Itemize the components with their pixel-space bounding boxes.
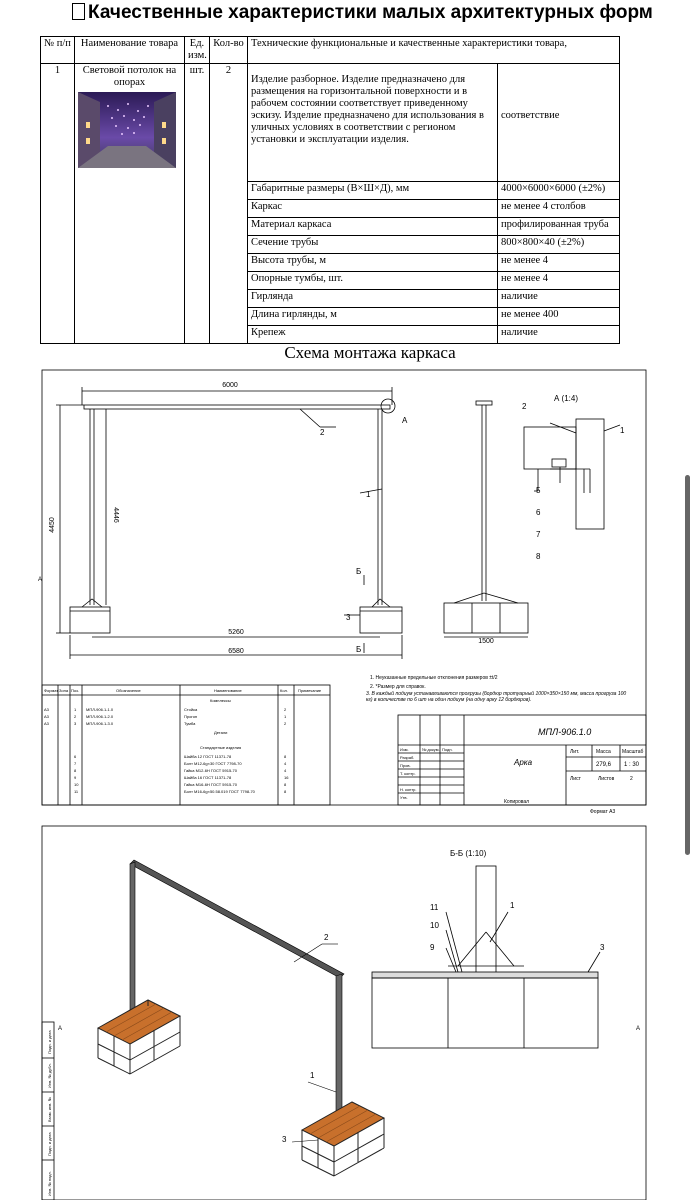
callout-b: Б	[356, 567, 362, 576]
stamp-check: Пров.	[400, 763, 411, 768]
callout-7: 7	[536, 530, 541, 539]
bom-head-name: Наименование	[214, 688, 242, 693]
table-row	[41, 64, 620, 182]
bom-cell: 8	[284, 782, 287, 787]
note-1: 1. Неуказанные предельные отклонения размеров ±t/2	[370, 675, 498, 681]
bom-section-3: Стандартные изделия	[200, 745, 242, 750]
cell-num: 1	[41, 64, 75, 344]
bom-cell: Стойка	[184, 707, 198, 712]
callout-1: 1	[510, 901, 515, 910]
section-label: Б-Б (1:10)	[450, 849, 487, 858]
iso-beam	[130, 860, 344, 978]
char-name: Гирлянда	[248, 290, 498, 308]
section-base	[372, 978, 598, 1048]
stamp-dev: Разраб.	[400, 755, 415, 760]
bom-cell: Тумба	[184, 721, 196, 726]
bom-cell: 11	[74, 789, 79, 794]
char-name: Материал каркаса	[248, 218, 498, 236]
missing-glyph-box	[72, 3, 85, 20]
stamp-sign: Подп.	[442, 747, 453, 752]
beam-outline	[84, 405, 390, 409]
header-tech: Технические функциональные и качественные характеристики товара,	[248, 37, 620, 64]
callout-2: 2	[320, 428, 325, 437]
stamp-sign-date-2: Подп. и дата	[47, 1132, 52, 1156]
char-name: Опорные тумбы, шт.	[248, 272, 498, 290]
callout-3: 3	[600, 943, 605, 952]
dim-side: 1500	[478, 638, 494, 645]
sheet-zone-right: А	[636, 1026, 641, 1032]
bom-cell: 7	[74, 761, 77, 766]
bom-head-qty: Кол.	[280, 688, 288, 693]
scrollbar-thumb[interactable]	[685, 475, 690, 855]
bom-cell: 2	[284, 707, 287, 712]
bom-head-zone: Зона	[59, 688, 69, 693]
callout-9: 9	[430, 943, 435, 952]
callout-11: 11	[430, 903, 439, 912]
bom-cell: 1	[284, 714, 287, 719]
bom-cell: МПЛ-906.1-3.0	[86, 721, 114, 726]
char-value: не менее 4	[498, 272, 620, 290]
bom-head-note: Примечание	[298, 688, 322, 693]
cell-name	[75, 64, 185, 344]
note-2: 2. *Размер для справок.	[370, 684, 426, 690]
bom-cell: 6	[74, 754, 77, 759]
bom-section-1: Комплексы	[210, 698, 231, 703]
header-unit: Ед. изм.	[185, 37, 210, 64]
iso-post-left	[130, 862, 135, 1032]
page-title: Качественные характеристики малых архитектурных форм	[72, 2, 653, 24]
char-value: наличие	[498, 326, 620, 344]
char-name: Сечение трубы	[248, 236, 498, 254]
detail-a-circle	[381, 399, 395, 413]
drawing-code: МПЛ-906.1.0	[538, 727, 592, 737]
bom-cell: А3	[44, 721, 49, 726]
sheet-frame	[42, 370, 646, 805]
view-a-label: А (1:4)	[554, 394, 579, 403]
copied-label: Копировал	[504, 799, 530, 805]
bom-section-2: Детали	[214, 730, 228, 735]
cell-description: Изделие разборное. Изделие предназначено для размещения на горизонтальной поверхности и в рабочем состоянии соответствует приведенному эскизу. Изделие предназначено для использования в уличных условиях в соответствии с регионом установки и эксплуатации изделия.	[248, 64, 498, 182]
char-value: не менее 4 столбов	[498, 200, 620, 218]
bom-cell: Прогон	[184, 714, 198, 719]
bom-cell: Болт М16-6g×50.58.019 ГОСТ 7798-70	[184, 789, 255, 794]
bom-cell: МПЛ-906.1-1.0	[86, 707, 114, 712]
cell-unit: шт.	[185, 64, 210, 344]
cell-description-value: соответствие	[498, 64, 620, 182]
bom-head-format: Формат	[44, 688, 59, 693]
callout-3: 3	[346, 613, 351, 622]
dim-height-inner: 4446	[112, 507, 119, 523]
side-base	[444, 603, 528, 633]
bom-cell: 4	[284, 761, 287, 766]
callout-6: 6	[536, 508, 541, 517]
char-name: Каркас	[248, 200, 498, 218]
header-name: Наименование товара	[75, 37, 185, 64]
dim-height-outer: 4450	[49, 517, 56, 533]
bom-cell: 3	[74, 721, 77, 726]
bom-cell: 9	[74, 775, 77, 780]
header-qty: Кол-во	[210, 37, 248, 64]
scale-value: 1 : 30	[624, 762, 640, 768]
char-value: наличие	[498, 290, 620, 308]
bom-cell: 16	[284, 775, 289, 780]
drawing-name: Арка	[514, 758, 533, 767]
callout-b: Б	[356, 645, 362, 654]
bom-cell: 8	[74, 768, 77, 773]
product-name: Световой потолок на опорах	[82, 65, 177, 89]
char-value: профилированная труба	[498, 218, 620, 236]
stamp-doc: № докум.	[422, 747, 440, 752]
bom-table	[42, 685, 330, 805]
dim-top: 6000	[222, 382, 238, 389]
callout-10: 10	[430, 921, 439, 930]
sheets-label: Листов	[598, 776, 615, 782]
cell-qty: 2	[210, 64, 248, 344]
bom-cell: Болт М12-6g×30 ГОСТ 7798-70	[184, 761, 242, 766]
bom-cell: Шайба 12 ГОСТ 11371-78	[184, 754, 232, 759]
char-name: Высота трубы, м	[248, 254, 498, 272]
stamp-izm: Изм.	[400, 747, 409, 752]
char-value: не менее 4	[498, 254, 620, 272]
stamp-ncontrol: Н. контр.	[400, 787, 417, 792]
format-label: Формат А3	[590, 809, 616, 815]
table-header-row	[41, 37, 620, 64]
mass-label: Масса	[596, 749, 611, 755]
stamp-tcontrol: Т. контр.	[400, 771, 416, 776]
char-value: не менее 400	[498, 308, 620, 326]
char-name: Габаритные размеры (В×Ш×Д), мм	[248, 182, 498, 200]
bom-cell: Гайка М16-6Н ГОСТ 5915-70	[184, 782, 237, 787]
bom-cell: Гайка М12-6Н ГОСТ 5915-70	[184, 768, 237, 773]
bom-head-pos: Поз.	[71, 688, 79, 693]
bom-cell: 2	[74, 714, 77, 719]
header-num: № п/п	[41, 37, 75, 64]
bom-head-code: Обозначение	[116, 688, 141, 693]
callout-5: 5	[536, 486, 541, 495]
bom-cell: А3	[44, 714, 49, 719]
mass-value: 279,6	[596, 762, 612, 768]
bom-cell: 2	[284, 721, 287, 726]
bom-cell: 10	[74, 782, 79, 787]
stamp-replace-inv: Взам. инв. №	[47, 1097, 52, 1122]
schema-title: Схема монтажа каркаса	[284, 343, 456, 362]
bom-cell: 4	[284, 768, 287, 773]
bom-cell: 1	[74, 707, 77, 712]
lit-label: Лит.	[570, 749, 580, 755]
detail-a-view	[524, 427, 576, 469]
sheets-value: 2	[630, 776, 633, 782]
callout-2: 2	[324, 933, 329, 942]
char-name: Длина гирлянды, м	[248, 308, 498, 326]
callout-3: 3	[282, 1135, 287, 1144]
bom-cell: 8	[284, 754, 287, 759]
stamp-approved: Утв.	[400, 795, 408, 800]
note-3: 3. В каждый подиум устанавливаются прогрузы (бордюр тротуарный 1000×350×150 мм, масса прогруза 100 кг) в количестве по 6 шт на один подиум (на одну арку 12 бордюров).	[366, 691, 627, 703]
bom-cell: МПЛ-906.1-2.0	[86, 714, 114, 719]
section-b-b	[372, 866, 600, 1048]
callout-1: 1	[310, 1071, 315, 1080]
dim-outer-bottom: 6580	[228, 648, 244, 655]
assembly-drawing-sheet	[30, 365, 660, 815]
isometric-arch	[98, 860, 384, 1176]
callout-a: А	[402, 416, 408, 425]
isometric-drawing-sheet	[38, 822, 650, 1200]
stamp-sign-date: Подп. и дата	[47, 1030, 52, 1054]
product-photo	[78, 92, 176, 168]
stamp-inv-orig: Инв. № подл.	[47, 1171, 52, 1196]
char-name: Крепеж	[248, 326, 498, 344]
characteristics-table	[40, 36, 620, 344]
callout-2: 2	[522, 402, 527, 411]
bom-cell: А3	[44, 707, 49, 712]
stamp-inv-dup: Инв. № дубл.	[47, 1063, 52, 1088]
char-value: 800×800×40 (±2%)	[498, 236, 620, 254]
sheet-label: Лист	[570, 776, 581, 782]
bom-cell: 8	[284, 789, 287, 794]
sheet-zone-left: А	[38, 577, 43, 583]
sheet-zone-left: А	[58, 1026, 63, 1032]
callout-1: 1	[620, 426, 625, 435]
bom-cell: Шайба 16 ГОСТ 11371-78	[184, 775, 232, 780]
scale-label: Масштаб	[622, 749, 644, 755]
dim-inner-bottom: 5260	[228, 629, 244, 636]
callout-8: 8	[536, 552, 541, 561]
callout-1: 1	[366, 490, 371, 499]
char-value: 4000×6000×6000 (±2%)	[498, 182, 620, 200]
section-post	[476, 866, 496, 974]
